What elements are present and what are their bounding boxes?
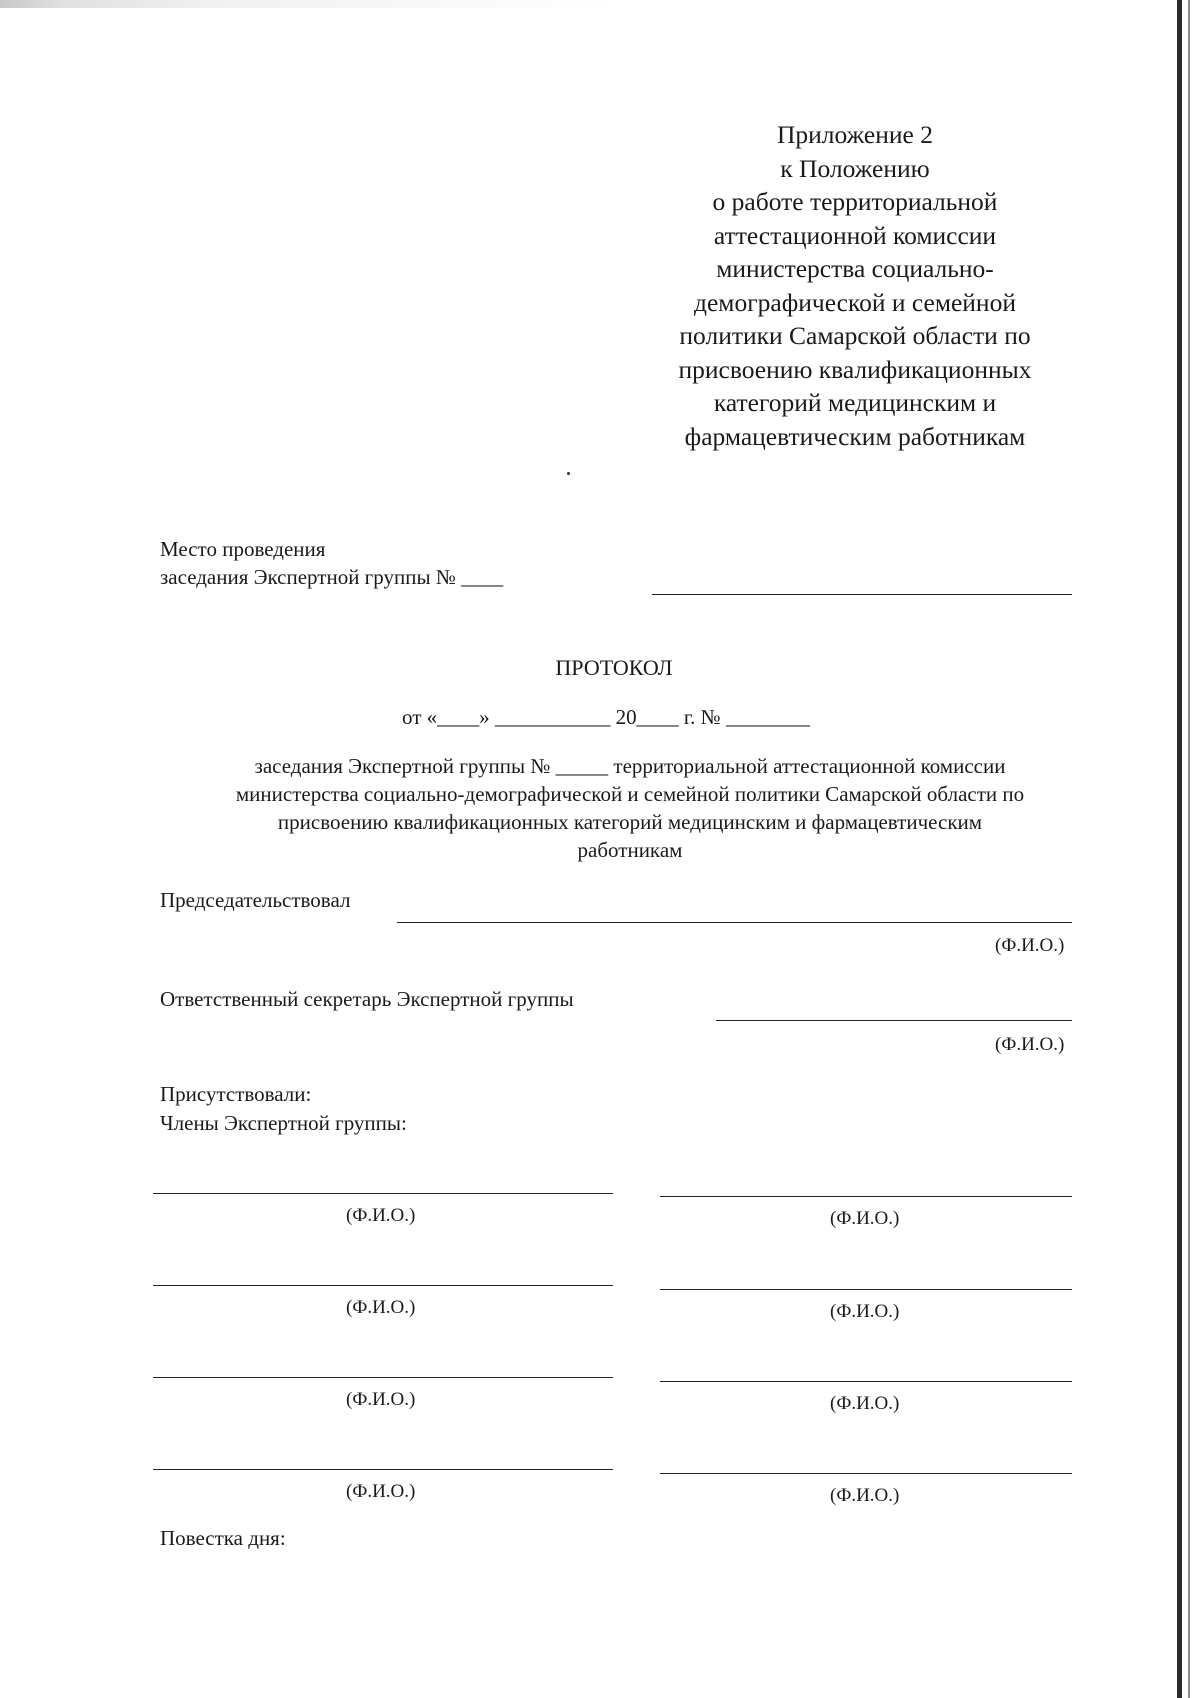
subject-line: заседания Экспертной группы № _____ территориальной аттестационной комиссии <box>254 754 1006 778</box>
venue-label: Место проведения <box>160 537 326 561</box>
member-caption: (Ф.И.О.) <box>346 1205 416 1226</box>
subject-line: присвоению квалификационных категорий медицинским и фармацевтическим <box>277 810 983 834</box>
present-label: Присутствовали: <box>160 1082 312 1106</box>
appendix-line: министерства социально- <box>716 254 994 283</box>
scan-edge-border <box>1177 0 1182 1698</box>
appendix-line: политики Самарской области по <box>679 321 1031 350</box>
appendix-line: Приложение 2 <box>777 120 933 149</box>
appendix-line: к Положению <box>780 153 930 183</box>
subject-line: министерства социально-демографической и семейной политики Самарской области по <box>235 782 1025 806</box>
appendix-header <box>640 118 1070 453</box>
members-label: Члены Экспертной группы: <box>160 1111 407 1135</box>
member-blank-line[interactable] <box>660 1381 1072 1382</box>
secretary-caption: (Ф.И.О.) <box>995 1034 1065 1055</box>
member-blank-line[interactable] <box>660 1473 1072 1474</box>
chair-blank-line[interactable] <box>397 922 1072 923</box>
protocol-date-line: от «____» ___________ 20____ г. № ________ <box>402 705 810 729</box>
protocol-subject <box>140 752 1120 864</box>
chair-label: Председательствовал <box>160 888 351 912</box>
member-caption: (Ф.И.О.) <box>830 1393 900 1414</box>
member-caption: (Ф.И.О.) <box>830 1301 900 1322</box>
scan-speck <box>567 472 570 475</box>
scan-edge-border-inner <box>1188 0 1190 1698</box>
member-caption: (Ф.И.О.) <box>346 1389 416 1410</box>
appendix-line: демографической и семейной <box>694 287 1016 317</box>
protocol-title: ПРОТОКОЛ <box>555 655 673 680</box>
appendix-line: аттестационной комиссии <box>713 220 997 250</box>
appendix-line: о работе территориальной <box>712 187 998 216</box>
member-blank-line[interactable] <box>660 1196 1072 1197</box>
member-blank-line[interactable] <box>153 1285 613 1286</box>
subject-line: работникам <box>577 838 683 862</box>
secretary-blank-line[interactable] <box>716 1020 1072 1021</box>
venue-blank-line[interactable] <box>652 594 1072 595</box>
appendix-line: присвоению квалификационных <box>678 354 1032 384</box>
agenda-label: Повестка дня: <box>160 1526 286 1550</box>
appendix-line: категорий медицинским и <box>713 388 997 417</box>
secretary-label: Ответственный секретарь Экспертной группы <box>160 987 574 1011</box>
member-caption: (Ф.И.О.) <box>830 1208 900 1229</box>
member-caption: (Ф.И.О.) <box>346 1297 416 1318</box>
member-blank-line[interactable] <box>153 1469 613 1470</box>
member-caption: (Ф.И.О.) <box>830 1485 900 1506</box>
venue-group-label: заседания Экспертной группы № ____ <box>160 565 504 589</box>
member-blank-line[interactable] <box>153 1377 613 1378</box>
chair-caption: (Ф.И.О.) <box>995 935 1065 956</box>
member-blank-line[interactable] <box>153 1193 613 1194</box>
member-caption: (Ф.И.О.) <box>346 1481 416 1502</box>
member-blank-line[interactable] <box>660 1289 1072 1290</box>
appendix-line: фармацевтическим работникам <box>684 421 1026 451</box>
scan-edge-shadow <box>0 0 620 8</box>
